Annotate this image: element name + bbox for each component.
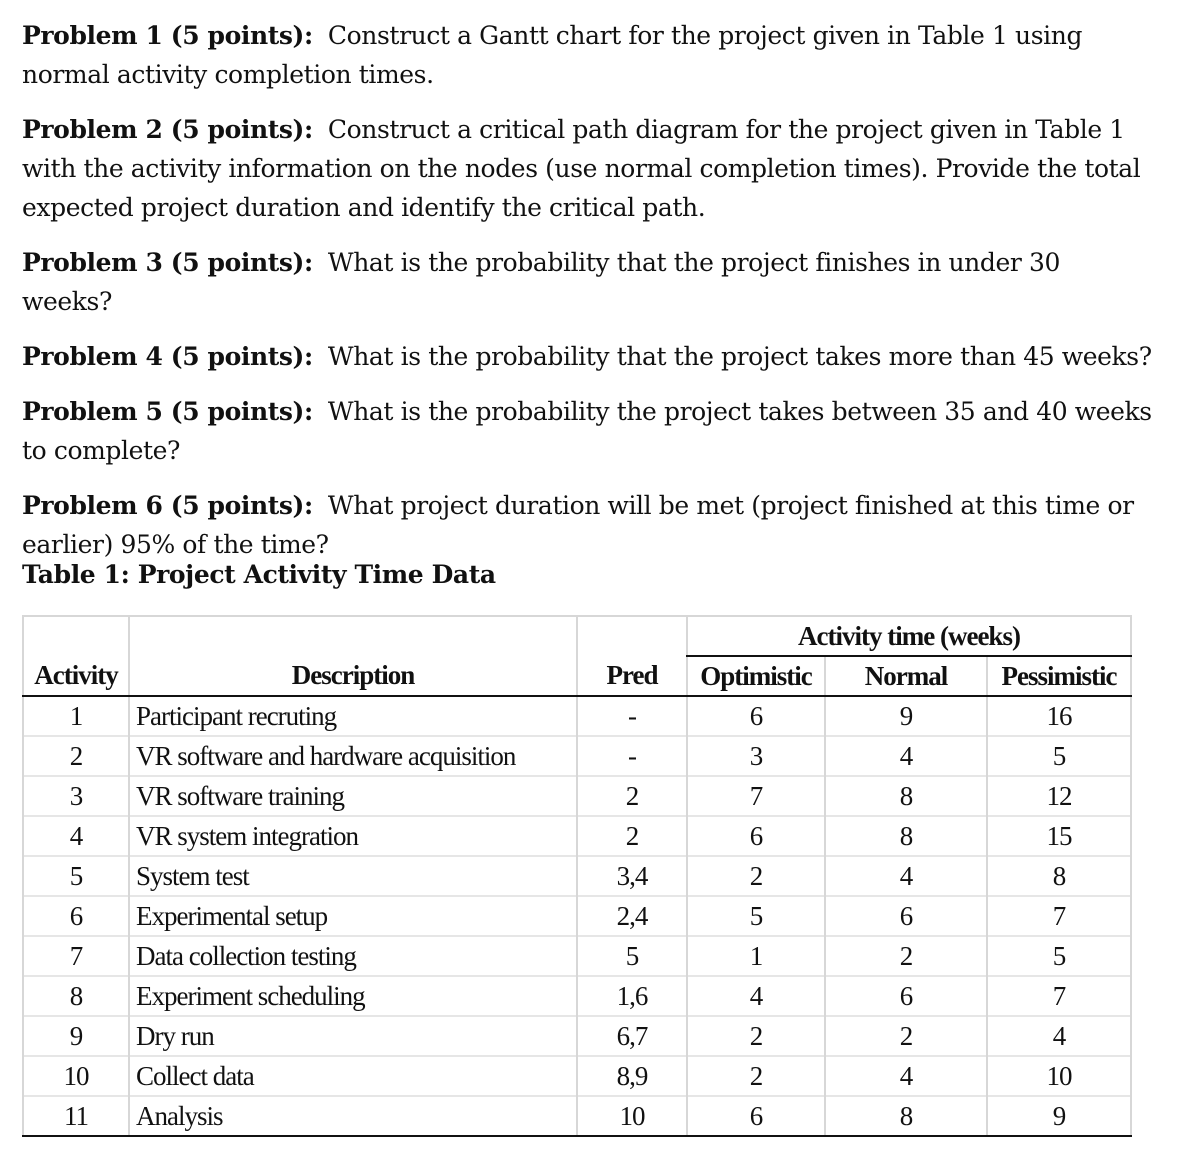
- problem-1-text: Construct a Gantt chart for the project given in Table 1 using normal activity completion times.: [22, 21, 1083, 89]
- cell-optimistic: 7: [687, 776, 825, 816]
- cell-optimistic: 2: [687, 856, 825, 896]
- problem-list: [22, 16, 1152, 580]
- problem-3: [22, 243, 1152, 321]
- cell-activity: 10: [23, 1056, 129, 1096]
- cell-activity: 3: [23, 776, 129, 816]
- cell-normal: 4: [825, 856, 987, 896]
- table-row: [23, 816, 1131, 856]
- header-pred: Pred: [577, 656, 687, 696]
- cell-activity: 11: [23, 1096, 129, 1136]
- problem-6: [22, 486, 1152, 564]
- header-description: Description: [129, 656, 577, 696]
- cell-pred: 8,9: [577, 1056, 687, 1096]
- cell-normal: 9: [825, 696, 987, 736]
- activity-time-table: [22, 615, 1132, 1137]
- cell-activity: 5: [23, 856, 129, 896]
- cell-pred: 5: [577, 936, 687, 976]
- table-row: [23, 856, 1131, 896]
- table-row: [23, 736, 1131, 776]
- table-header-row: [23, 656, 1131, 696]
- problem-5-head: Problem 5 (5 points):: [22, 397, 313, 426]
- cell-optimistic: 3: [687, 736, 825, 776]
- problem-2: [22, 110, 1152, 227]
- cell-normal: 2: [825, 1016, 987, 1056]
- problem-6-head: Problem 6 (5 points):: [22, 491, 313, 520]
- cell-activity: 6: [23, 896, 129, 936]
- cell-optimistic: 2: [687, 1056, 825, 1096]
- cell-pessimistic: 10: [987, 1056, 1131, 1096]
- activity-time-group-header: Activity time (weeks): [687, 616, 1131, 656]
- cell-description: Data collection testing: [129, 936, 577, 976]
- cell-pred: -: [577, 696, 687, 736]
- cell-optimistic: 6: [687, 816, 825, 856]
- problem-3-text: What is the probability that the project finishes in under 30 weeks?: [22, 248, 1060, 316]
- cell-activity: 2: [23, 736, 129, 776]
- cell-pred: -: [577, 736, 687, 776]
- table-row: [23, 1096, 1131, 1136]
- cell-activity: 8: [23, 976, 129, 1016]
- cell-pred: 10: [577, 1096, 687, 1136]
- cell-activity: 1: [23, 696, 129, 736]
- table-group-header-row: [23, 616, 1131, 656]
- table-row: [23, 1016, 1131, 1056]
- problem-2-text: Construct a critical path diagram for the project given in Table 1 with the activity information on the nodes (use normal completion times). Provide the total expected project duration and identify the critical path.: [22, 115, 1141, 222]
- problem-2-head: Problem 2 (5 points):: [22, 115, 313, 144]
- header-pessimistic: Pessimistic: [987, 656, 1131, 696]
- cell-normal: 6: [825, 976, 987, 1016]
- cell-normal: 2: [825, 936, 987, 976]
- cell-normal: 4: [825, 736, 987, 776]
- header-optimistic: Optimistic: [687, 656, 825, 696]
- problem-3-head: Problem 3 (5 points):: [22, 248, 313, 277]
- problem-4: [22, 337, 1152, 376]
- cell-optimistic: 6: [687, 1096, 825, 1136]
- cell-optimistic: 4: [687, 976, 825, 1016]
- problem-4-head: Problem 4 (5 points):: [22, 342, 313, 371]
- problem-1: [22, 16, 1152, 94]
- table-title: Table 1: Project Activity Time Data: [22, 560, 496, 589]
- cell-optimistic: 6: [687, 696, 825, 736]
- cell-normal: 4: [825, 1056, 987, 1096]
- cell-normal: 8: [825, 1096, 987, 1136]
- cell-pessimistic: 12: [987, 776, 1131, 816]
- cell-pred: 2: [577, 776, 687, 816]
- problem-5-text: What is the probability the project takes between 35 and 40 weeks to complete?: [22, 397, 1152, 465]
- cell-pessimistic: 15: [987, 816, 1131, 856]
- cell-pessimistic: 8: [987, 856, 1131, 896]
- header-normal: Normal: [825, 656, 987, 696]
- cell-pred: 3,4: [577, 856, 687, 896]
- cell-optimistic: 2: [687, 1016, 825, 1056]
- header-activity: Activity: [23, 656, 129, 696]
- table-row: [23, 936, 1131, 976]
- cell-pessimistic: 16: [987, 696, 1131, 736]
- problem-1-head: Problem 1 (5 points):: [22, 21, 313, 50]
- table-row: [23, 696, 1131, 736]
- cell-description: VR software training: [129, 776, 577, 816]
- cell-description: Dry run: [129, 1016, 577, 1056]
- cell-description: VR system integration: [129, 816, 577, 856]
- cell-pred: 1,6: [577, 976, 687, 1016]
- cell-optimistic: 1: [687, 936, 825, 976]
- cell-pessimistic: 4: [987, 1016, 1131, 1056]
- cell-optimistic: 5: [687, 896, 825, 936]
- cell-description: Experiment scheduling: [129, 976, 577, 1016]
- table-row: [23, 976, 1131, 1016]
- table-row: [23, 896, 1131, 936]
- cell-pessimistic: 5: [987, 736, 1131, 776]
- problem-6-text: What project duration will be met (project finished at this time or earlier) 95% of the time?: [22, 491, 1134, 559]
- cell-description: Collect data: [129, 1056, 577, 1096]
- cell-pred: 6,7: [577, 1016, 687, 1056]
- cell-pred: 2: [577, 816, 687, 856]
- cell-pessimistic: 9: [987, 1096, 1131, 1136]
- cell-activity: 7: [23, 936, 129, 976]
- cell-pessimistic: 5: [987, 936, 1131, 976]
- cell-pessimistic: 7: [987, 896, 1131, 936]
- cell-description: Experimental setup: [129, 896, 577, 936]
- cell-normal: 8: [825, 776, 987, 816]
- cell-description: Participant recruting: [129, 696, 577, 736]
- problem-4-text: What is the probability that the project takes more than 45 weeks?: [327, 342, 1152, 371]
- table-body: [23, 696, 1131, 1136]
- cell-description: Analysis: [129, 1096, 577, 1136]
- cell-normal: 6: [825, 896, 987, 936]
- table-row: [23, 776, 1131, 816]
- cell-pessimistic: 7: [987, 976, 1131, 1016]
- table-row: [23, 1056, 1131, 1096]
- problem-5: [22, 392, 1152, 470]
- cell-description: VR software and hardware acquisition: [129, 736, 577, 776]
- cell-pred: 2,4: [577, 896, 687, 936]
- cell-normal: 8: [825, 816, 987, 856]
- cell-activity: 9: [23, 1016, 129, 1056]
- cell-activity: 4: [23, 816, 129, 856]
- cell-description: System test: [129, 856, 577, 896]
